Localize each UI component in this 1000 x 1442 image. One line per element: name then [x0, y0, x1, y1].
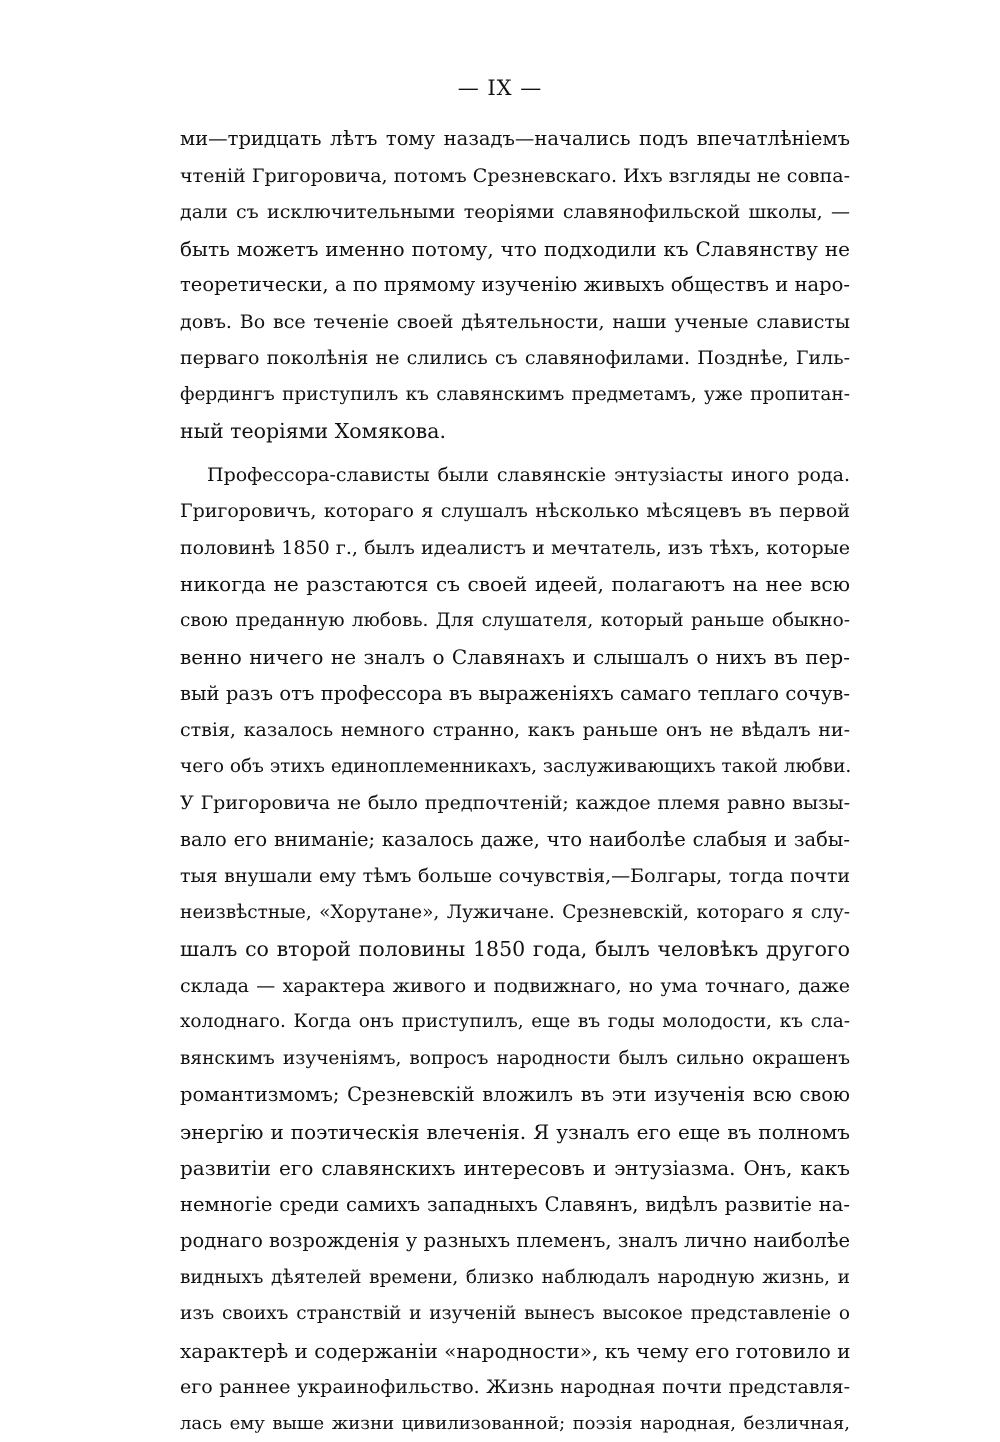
paragraph-2 — [180, 457, 850, 1442]
text-line: свою преданную любовь. Для слушателя, который раньше обыкно- — [180, 603, 850, 640]
text-line: неизвѣстные, «Хорутане», Лужичане. Срезневскій, котораго я слу- — [180, 895, 850, 932]
text-line: ный теоріями Хомякова. — [180, 413, 850, 450]
text-line: вянскимъ изученіямъ, вопросъ народности былъ сильно окрашенъ — [180, 1041, 850, 1078]
text-line: шалъ со второй половины 1850 года, былъ человѣкъ другого — [180, 931, 850, 968]
text-line: склада — характера живого и подвижнаго, но ума точнаго, даже — [180, 968, 850, 1005]
text-line: холоднаго. Когда онъ приступилъ, еще въ годы молодости, къ сла- — [180, 1004, 850, 1041]
paragraph-1 — [180, 121, 850, 450]
text-line: чего объ этихъ единоплеменникахъ, заслуживающихъ такой любви. — [180, 749, 850, 786]
text-line: тыя внушали ему тѣмъ больше сочувствія,—Болгары, тогда почти — [180, 858, 850, 895]
text-line: довъ. Во все теченіе своей дѣятельности, наши ученые слависты — [180, 304, 850, 341]
text-line: половинѣ 1850 г., былъ идеалистъ и мечтатель, изъ тѣхъ, которые — [180, 530, 850, 567]
body-text — [180, 121, 850, 1442]
text-line: фердингъ приступилъ къ славянскимъ предметамъ, уже пропитан- — [180, 377, 850, 414]
text-line: венно ничего не зналъ о Славянахъ и слышалъ о нихъ въ пер- — [180, 639, 850, 676]
text-line: развитіи его славянскихъ интересовъ и энтузіазма. Онъ, какъ — [180, 1150, 850, 1187]
text-line: ствія, казалось немного странно, какъ раньше онъ не вѣдалъ ни- — [180, 712, 850, 749]
text-line: Григоровичъ, котораго я слушалъ нѣсколько мѣсяцевъ въ первой — [180, 493, 850, 530]
page-number: — IX — — [0, 74, 1000, 102]
text-line: никогда не разстаются съ своей идеей, полагаютъ на нее всю — [180, 566, 850, 603]
text-line: лась ему выше жизни цивилизованной; поэзія народная, безличная, — [180, 1406, 850, 1442]
text-line: вало его вниманіе; казалось даже, что наиболѣе слабыя и забы- — [180, 822, 850, 859]
text-line: У Григоровича не было предпочтеній; каждое племя равно вызы- — [180, 785, 850, 822]
text-line: энергію и поэтическія влеченія. Я узналъ его еще въ полномъ — [180, 1114, 850, 1151]
text-line: ми—тридцать лѣтъ тому назадъ—начались подъ впечатлѣніемъ — [180, 121, 850, 158]
text-line: роднаго возрожденія у разныхъ племенъ, зналъ лично наиболѣе — [180, 1223, 850, 1260]
text-line: дали съ исключительными теоріями славянофильской школы, — — [180, 194, 850, 231]
text-line: Профессора-слависты были славянскіе энтузіасты иного рода. — [180, 457, 850, 494]
text-line: теоретически, а по прямому изученію живыхъ обществъ и наро- — [180, 267, 850, 304]
text-line: романтизмомъ; Срезневскій вложилъ въ эти изученія всю свою — [180, 1077, 850, 1114]
text-line: чтеній Григоровича, потомъ Срезневскаго. Ихъ взгляды не совпа- — [180, 158, 850, 195]
text-line: его раннее украинофильство. Жизнь народная почти представля- — [180, 1369, 850, 1406]
text-line: характерѣ и содержаніи «народности», къ чему его готовило и — [180, 1333, 850, 1370]
text-line: изъ своихъ странствій и изученій вынесъ высокое представленіе о — [180, 1296, 850, 1333]
text-line: немногіе среди самихъ западныхъ Славянъ, видѣлъ развитіе на- — [180, 1187, 850, 1224]
text-line: быть можетъ именно потому, что подходили къ Славянству не — [180, 231, 850, 268]
paragraph-gap — [180, 450, 850, 457]
text-line: перваго поколѣнія не слились съ славянофилами. Позднѣе, Гиль- — [180, 340, 850, 377]
text-line: видныхъ дѣятелей времени, близко наблюдалъ народную жизнь, и — [180, 1260, 850, 1297]
text-line: вый разъ отъ профессора въ выраженіяхъ самаго теплаго сочув- — [180, 676, 850, 713]
